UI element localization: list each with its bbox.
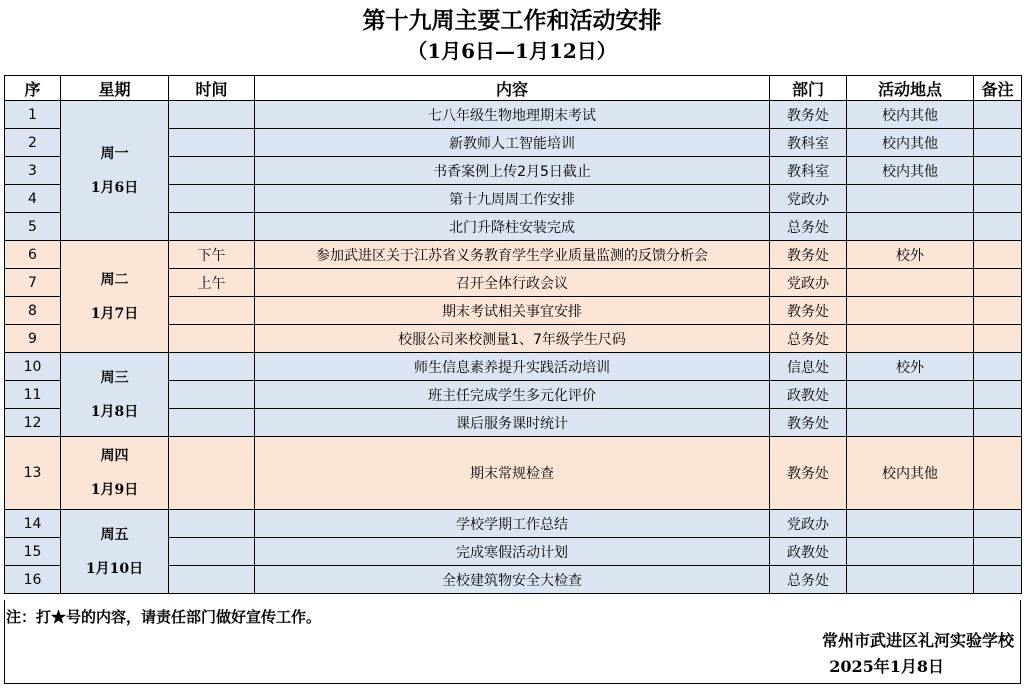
cell-time <box>169 409 255 437</box>
weekday-date: 1月7日 <box>90 305 139 322</box>
cell-time <box>169 325 255 353</box>
cell-content: 召开全体行政会议 <box>255 269 770 297</box>
cell-content: 师生信息素养提升实践活动培训 <box>255 353 770 381</box>
cell-dept: 教务处 <box>770 409 847 437</box>
cell-seq: 5 <box>5 213 61 241</box>
cell-time <box>169 381 255 409</box>
cell-content: 校服公司来校测量1、7年级学生尺码 <box>255 325 770 353</box>
page-subtitle: （1月6日—1月12日） <box>407 39 617 63</box>
cell-place: 校外 <box>847 241 974 269</box>
cell-seq: 6 <box>5 241 61 269</box>
cell-seq: 1 <box>5 101 61 129</box>
cell-place <box>847 325 974 353</box>
cell-place <box>847 510 974 538</box>
cell-seq: 10 <box>5 353 61 381</box>
cell-dept: 总务处 <box>770 325 847 353</box>
cell-note <box>974 381 1022 409</box>
cell-weekday <box>61 241 169 353</box>
cell-time <box>169 437 255 510</box>
page-title: 第十九周主要工作和活动安排 <box>362 7 662 34</box>
cell-dept: 教务处 <box>770 101 847 129</box>
cell-seq: 16 <box>5 566 61 594</box>
cell-place: 校内其他 <box>847 157 974 185</box>
weekday-name: 周三 <box>100 369 129 386</box>
cell-note <box>974 566 1022 594</box>
cell-note <box>974 297 1022 325</box>
cell-place <box>847 566 974 594</box>
cell-place: 校内其他 <box>847 437 974 510</box>
cell-dept: 党政办 <box>770 185 847 213</box>
weekday-name: 周五 <box>100 526 129 543</box>
cell-dept: 总务处 <box>770 213 847 241</box>
cell-weekday <box>61 353 169 437</box>
cell-note <box>974 437 1022 510</box>
cell-place <box>847 185 974 213</box>
table-row <box>5 437 1022 510</box>
cell-content: 期末常规检查 <box>255 437 770 510</box>
header-row <box>5 76 1022 101</box>
weekday-date: 1月8日 <box>90 403 139 420</box>
cell-time <box>169 353 255 381</box>
cell-time <box>169 185 255 213</box>
weekday-name: 周一 <box>100 145 129 162</box>
cell-note <box>974 269 1022 297</box>
cell-weekday <box>61 101 169 241</box>
cell-seq: 13 <box>5 437 61 510</box>
cell-content: 班主任完成学生多元化评价 <box>255 381 770 409</box>
cell-note <box>974 241 1022 269</box>
cell-time: 下午 <box>169 241 255 269</box>
header-place: 活动地点 <box>847 76 974 101</box>
cell-weekday <box>61 437 169 510</box>
cell-note <box>974 510 1022 538</box>
cell-dept: 党政办 <box>770 510 847 538</box>
cell-content: 课后服务课时统计 <box>255 409 770 437</box>
cell-content: 参加武进区关于江苏省义务教育学生学业质量监测的反馈分析会 <box>255 241 770 269</box>
cell-dept: 党政办 <box>770 269 847 297</box>
cell-time <box>169 297 255 325</box>
cell-seq: 7 <box>5 269 61 297</box>
cell-time <box>169 157 255 185</box>
school-name: 常州市武进区礼河实验学校 <box>821 631 1014 650</box>
cell-time <box>169 101 255 129</box>
table-row <box>5 353 1022 381</box>
cell-dept: 教务处 <box>770 241 847 269</box>
cell-seq: 3 <box>5 157 61 185</box>
cell-note <box>974 157 1022 185</box>
cell-seq: 15 <box>5 538 61 566</box>
cell-note <box>974 185 1022 213</box>
weekday-name: 周二 <box>100 271 129 288</box>
cell-place <box>847 297 974 325</box>
cell-place <box>847 213 974 241</box>
table-row <box>5 101 1022 129</box>
cell-seq: 4 <box>5 185 61 213</box>
cell-note <box>974 129 1022 157</box>
header-seq: 序 <box>5 76 61 101</box>
header-content: 内容 <box>255 76 770 101</box>
schedule-table <box>4 75 1022 594</box>
cell-content: 学校学期工作总结 <box>255 510 770 538</box>
cell-place: 校外 <box>847 353 974 381</box>
cell-seq: 12 <box>5 409 61 437</box>
cell-seq: 9 <box>5 325 61 353</box>
cell-place <box>847 409 974 437</box>
cell-time <box>169 213 255 241</box>
weekday-date: 1月6日 <box>90 179 139 196</box>
cell-dept: 教务处 <box>770 297 847 325</box>
cell-content: 书香案例上传2月5日截止 <box>255 157 770 185</box>
cell-content: 全校建筑物安全大检查 <box>255 566 770 594</box>
cell-time <box>169 566 255 594</box>
cell-seq: 14 <box>5 510 61 538</box>
cell-content: 新教师人工智能培训 <box>255 129 770 157</box>
cell-content: 第十九周周工作安排 <box>255 185 770 213</box>
cell-dept: 教科室 <box>770 157 847 185</box>
cell-dept: 教务处 <box>770 437 847 510</box>
cell-dept: 信息处 <box>770 353 847 381</box>
cell-dept: 教科室 <box>770 129 847 157</box>
cell-dept: 政教处 <box>770 538 847 566</box>
table-row <box>5 510 1022 538</box>
cell-note <box>974 409 1022 437</box>
weekday-date: 1月9日 <box>90 482 139 498</box>
footer-note: 注：打★号的内容，请责任部门做好宣传工作。 <box>6 608 322 626</box>
header-time: 时间 <box>169 76 255 101</box>
cell-seq: 11 <box>5 381 61 409</box>
cell-place <box>847 538 974 566</box>
cell-seq: 8 <box>5 297 61 325</box>
cell-time <box>169 510 255 538</box>
cell-place: 校内其他 <box>847 101 974 129</box>
cell-seq: 2 <box>5 129 61 157</box>
cell-weekday <box>61 510 169 594</box>
header-dept: 部门 <box>770 76 847 101</box>
weekday-date: 1月10日 <box>85 560 144 577</box>
cell-time: 上午 <box>169 269 255 297</box>
header-weekday: 星期 <box>61 76 169 101</box>
cell-note <box>974 353 1022 381</box>
cell-place <box>847 269 974 297</box>
cell-dept: 政教处 <box>770 381 847 409</box>
cell-note <box>974 538 1022 566</box>
cell-time <box>169 129 255 157</box>
cell-place: 校内其他 <box>847 129 974 157</box>
weekday-name: 周四 <box>100 448 129 464</box>
table-row <box>5 241 1022 269</box>
cell-content: 完成寒假活动计划 <box>255 538 770 566</box>
cell-note <box>974 101 1022 129</box>
cell-place <box>847 381 974 409</box>
issue-date: 2025年1月8日 <box>829 657 944 676</box>
cell-content: 北门升降柱安装完成 <box>255 213 770 241</box>
cell-note <box>974 213 1022 241</box>
cell-content: 七八年级生物地理期末考试 <box>255 101 770 129</box>
header-note: 备注 <box>974 76 1022 101</box>
cell-content: 期末考试相关事宜安排 <box>255 297 770 325</box>
cell-dept: 总务处 <box>770 566 847 594</box>
cell-note <box>974 325 1022 353</box>
cell-time <box>169 538 255 566</box>
